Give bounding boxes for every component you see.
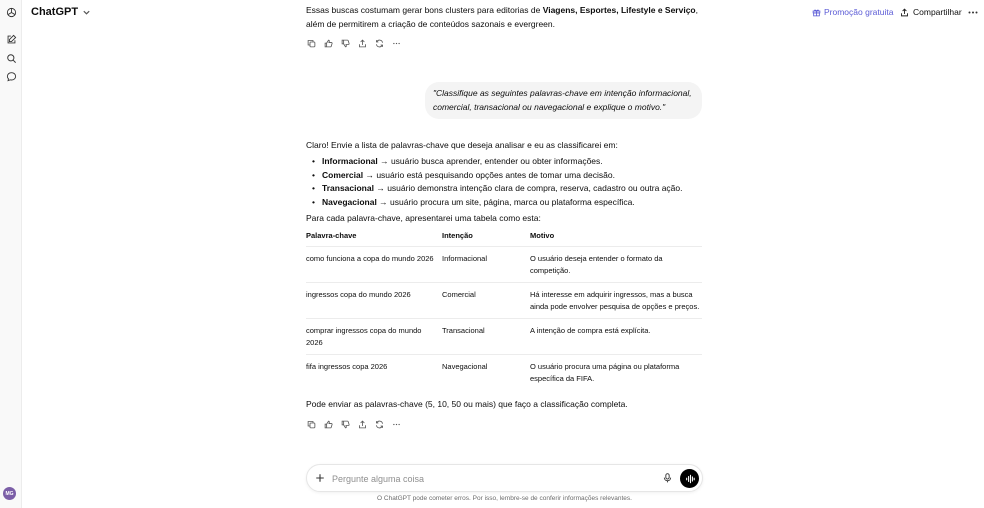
- copy-icon[interactable]: [306, 419, 317, 430]
- promo-label: Promoção gratuita: [824, 7, 894, 17]
- search-icon[interactable]: [3, 50, 19, 66]
- waveform-icon: [685, 474, 695, 484]
- message-bold-text: Viagens, Esportes, Lifestyle e Serviço: [542, 5, 696, 15]
- table-cell: ingressos copa do mundo 2026: [306, 289, 411, 299]
- more-icon[interactable]: [391, 38, 402, 49]
- keyword-table: [306, 229, 702, 391]
- chevron-down-icon: [82, 8, 91, 17]
- list-item-term: Comercial: [322, 169, 364, 180]
- table-cell: Comercial: [442, 289, 476, 299]
- previous-assistant-message: [306, 4, 706, 31]
- table-header-cell: Motivo: [530, 231, 555, 240]
- assistant-closing: Pode enviar as palavras-chave (5, 10, 50 ou mais) que faço a classificação completa.: [306, 399, 628, 409]
- thumbs-down-icon[interactable]: [340, 419, 351, 430]
- intent-list: [312, 155, 683, 209]
- share-icon: [900, 8, 909, 17]
- table-header-row: [306, 229, 702, 247]
- list-item-desc: → usuário procura um site, página, marca ou plataforma específica.: [376, 196, 635, 207]
- share-label: Compartilhar: [913, 7, 962, 17]
- table-header-cell: Intenção: [442, 231, 473, 240]
- share-icon[interactable]: [357, 38, 368, 49]
- table-cell: fifa ingressos copa 2026: [306, 361, 388, 371]
- table-cell: O usuário deseja entender o formato da competição.: [530, 253, 663, 275]
- list-item-term: Transacional: [322, 183, 374, 193]
- list-item-desc: → usuário demonstra intenção clara de compra, reserva, cadastro ou outra ação.: [373, 183, 683, 193]
- table-header-cell: Palavra-chave: [306, 231, 357, 240]
- table-row: [306, 355, 702, 391]
- voice-mode-button[interactable]: [680, 469, 699, 488]
- table-row: [306, 319, 702, 355]
- share-button[interactable]: [900, 7, 962, 17]
- new-chat-icon[interactable]: [3, 31, 19, 47]
- more-options-icon[interactable]: [966, 6, 980, 18]
- regenerate-icon[interactable]: [374, 38, 385, 49]
- app-title: ChatGPT: [31, 6, 79, 18]
- plus-icon[interactable]: [314, 472, 326, 484]
- table-row: [306, 283, 702, 319]
- chat-bubble-icon[interactable]: [3, 68, 19, 84]
- regenerate-icon[interactable]: [374, 419, 385, 430]
- message-actions: [306, 38, 402, 49]
- thumbs-up-icon[interactable]: [323, 419, 334, 430]
- openai-logo-icon[interactable]: [3, 4, 19, 20]
- thumbs-up-icon[interactable]: [323, 38, 334, 49]
- table-cell: O usuário procura uma página ou plataforma específica da FIFA.: [530, 361, 680, 383]
- list-item-desc: → usuário está pesquisando opções antes de tomar uma decisão.: [363, 169, 615, 180]
- list-item-term: Informacional: [322, 156, 378, 166]
- composer: [306, 464, 703, 492]
- copy-icon[interactable]: [306, 38, 317, 49]
- table-row: [306, 247, 702, 283]
- prompt-input[interactable]: [332, 472, 652, 485]
- disclaimer: O ChatGPT pode cometer erros. Por isso, lembre-se de conferir informações relevantes.: [377, 495, 632, 502]
- table-cell: Transacional: [442, 325, 485, 335]
- message-text: , além de permitirem a criação de conteúdos sazonais e evergreen.: [306, 5, 698, 29]
- model-selector[interactable]: [31, 6, 91, 18]
- table-cell: A intenção de compra está explícita.: [530, 325, 651, 335]
- message-actions: [306, 419, 402, 430]
- assistant-intro: Claro! Envie a lista de palavras-chave que deseja analisar e eu as classificarei em:: [306, 140, 618, 150]
- free-promo-button[interactable]: [812, 7, 893, 17]
- table-cell: comprar ingressos copa do mundo 2026: [306, 325, 422, 347]
- microphone-icon[interactable]: [661, 472, 673, 484]
- more-icon[interactable]: [391, 419, 402, 430]
- message-text: Essas buscas costumam gerar bons clusters para editorias de: [306, 5, 543, 15]
- table-intro: Para cada palavra-chave, apresentarei uma tabela como esta:: [306, 213, 541, 223]
- list-item-desc: → usuário busca aprender, entender ou obter informações.: [377, 156, 603, 166]
- gift-icon: [812, 8, 821, 17]
- list-item: • Comercial → usuário está pesquisando opções antes de tomar uma decisão.: [312, 169, 615, 180]
- thumbs-down-icon[interactable]: [340, 38, 351, 49]
- table-cell: como funciona a copa do mundo 2026: [306, 253, 434, 263]
- avatar[interactable]: MG: [3, 487, 16, 500]
- list-item-term: Navegacional: [322, 196, 377, 207]
- table-cell: Informacional: [442, 253, 488, 263]
- user-message-bubble: "Classifique as seguintes palavras-chave em intenção informacional, comercial, transacional ou navegacional e explique o motivo.": [425, 82, 702, 119]
- table-cell: Navegacional: [442, 361, 488, 371]
- list-item: • Informacional → usuário busca aprender, entender ou obter informações.: [312, 156, 603, 166]
- table-cell: Há interesse em adquirir ingressos, mas a busca ainda pode envolver pesquisa de opções e preços.: [530, 289, 700, 311]
- share-icon[interactable]: [357, 419, 368, 430]
- list-item: • Navegacional → usuário procura um site, página, marca ou plataforma específica.: [312, 196, 635, 207]
- sidebar: [0, 0, 22, 508]
- list-item: • Transacional → usuário demonstra intenção clara de compra, reserva, cadastro ou outra ação.: [312, 183, 683, 193]
